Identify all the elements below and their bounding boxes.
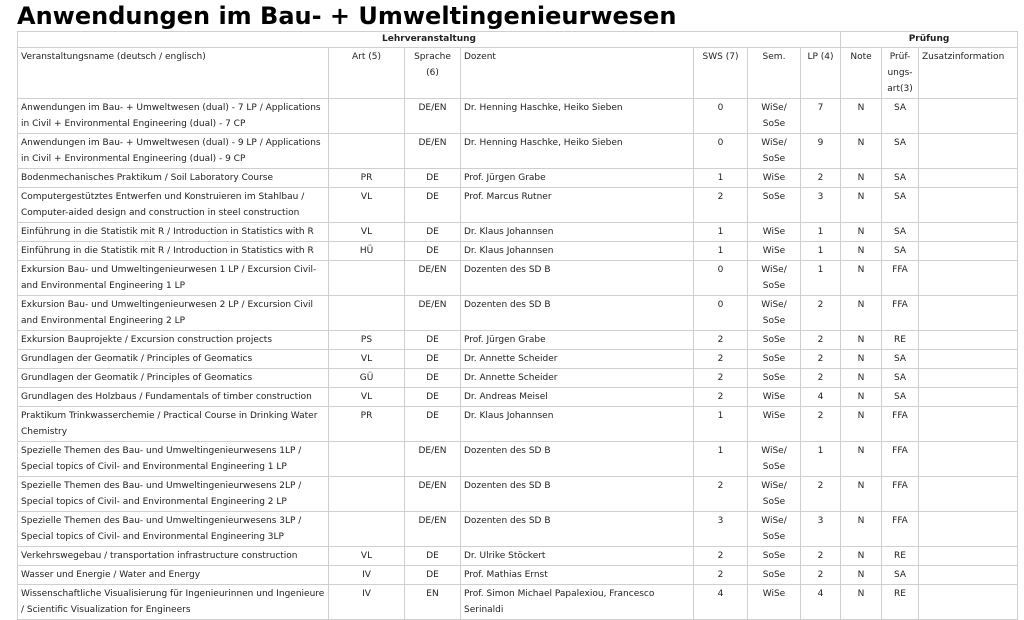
course-name-cell: Wasser und Energie / Water and Energy (18, 566, 329, 585)
pruefungsart-cell: RE (882, 585, 919, 620)
pruefungsart-cell: FFA (882, 407, 919, 442)
pruefungsart-cell: SA (882, 369, 919, 388)
note-cell: N (841, 99, 882, 134)
table-row (18, 261, 1018, 296)
semester-cell: SoSe (748, 188, 801, 223)
semester-cell: WiSe/ SoSe (748, 442, 801, 477)
pruefungsart-cell: FFA (882, 261, 919, 296)
semester-cell: WiSe/ SoSe (748, 134, 801, 169)
lp-cell: 4 (801, 388, 841, 407)
semester-cell: WiSe (748, 242, 801, 261)
sws-cell: 0 (694, 134, 748, 169)
zusatzinformation-cell (919, 261, 1018, 296)
page-title: Anwendungen im Bau- + Umweltingenieurwesen (17, 2, 677, 30)
art-cell (329, 99, 405, 134)
lp-cell: 2 (801, 547, 841, 566)
note-cell: N (841, 585, 882, 620)
sprache-cell: DE/EN (405, 296, 461, 331)
table-row (18, 169, 1018, 188)
table-row (18, 512, 1018, 547)
note-cell: N (841, 388, 882, 407)
semester-cell: WiSe (748, 585, 801, 620)
column-header-note: Note (841, 48, 882, 99)
column-header-dozent: Dozent (461, 48, 694, 99)
zusatzinformation-cell (919, 242, 1018, 261)
pruefungsart-cell: SA (882, 223, 919, 242)
pruefungsart-cell: SA (882, 350, 919, 369)
zusatzinformation-cell (919, 407, 1018, 442)
sprache-cell: DE (405, 242, 461, 261)
note-cell: N (841, 223, 882, 242)
pruefungsart-cell: FFA (882, 512, 919, 547)
sws-cell: 2 (694, 350, 748, 369)
sprache-cell: DE/EN (405, 442, 461, 477)
art-cell: VL (329, 223, 405, 242)
dozent-cell: Dr. Annette Scheider (461, 350, 694, 369)
note-cell: N (841, 261, 882, 296)
course-name-cell: Exkursion Bau- und Umweltingenieurwesen 2 LP / Excursion Civil and Environmental Engineering 2 LP (18, 296, 329, 331)
note-cell: N (841, 296, 882, 331)
sws-cell: 2 (694, 566, 748, 585)
lp-cell: 2 (801, 296, 841, 331)
zusatzinformation-cell (919, 350, 1018, 369)
table-row (18, 566, 1018, 585)
zusatzinformation-cell (919, 547, 1018, 566)
column-header-sem: Sem. (748, 48, 801, 99)
note-cell: N (841, 547, 882, 566)
note-cell: N (841, 512, 882, 547)
course-name-cell: Grundlagen der Geomatik / Principles of Geomatics (18, 350, 329, 369)
sprache-cell: DE/EN (405, 99, 461, 134)
course-name-cell: Anwendungen im Bau- + Umweltwesen (dual) - 9 LP / Applications in Civil + Environmental Engineering (dual) - 9 CP (18, 134, 329, 169)
pruefungsart-cell: SA (882, 242, 919, 261)
pruefungsart-cell: RE (882, 547, 919, 566)
pruefungsart-cell: SA (882, 134, 919, 169)
note-cell: N (841, 407, 882, 442)
zusatzinformation-cell (919, 388, 1018, 407)
sprache-cell: DE (405, 407, 461, 442)
note-cell: N (841, 188, 882, 223)
lp-cell: 2 (801, 477, 841, 512)
pruefungsart-cell: RE (882, 331, 919, 350)
semester-cell: WiSe/ SoSe (748, 261, 801, 296)
table-row (18, 296, 1018, 331)
sws-cell: 1 (694, 223, 748, 242)
course-table (17, 31, 1018, 620)
semester-cell: WiSe/ SoSe (748, 512, 801, 547)
art-cell: HÜ (329, 242, 405, 261)
lp-cell: 2 (801, 407, 841, 442)
sprache-cell: DE/EN (405, 134, 461, 169)
zusatzinformation-cell (919, 188, 1018, 223)
course-name-cell: Einführung in die Statistik mit R / Introduction in Statistics with R (18, 242, 329, 261)
dozent-cell: Dr. Annette Scheider (461, 369, 694, 388)
art-cell (329, 477, 405, 512)
zusatzinformation-cell (919, 134, 1018, 169)
table-row (18, 242, 1018, 261)
pruefungsart-cell: SA (882, 99, 919, 134)
note-cell: N (841, 477, 882, 512)
sprache-cell: DE (405, 566, 461, 585)
lp-cell: 3 (801, 512, 841, 547)
column-header-sws: SWS (7) (694, 48, 748, 99)
dozent-cell: Prof. Jürgen Grabe (461, 331, 694, 350)
pruefungsart-cell: SA (882, 566, 919, 585)
lp-cell: 4 (801, 585, 841, 620)
sprache-cell: DE (405, 188, 461, 223)
art-cell: PS (329, 331, 405, 350)
pruefungsart-cell: SA (882, 388, 919, 407)
sws-cell: 3 (694, 512, 748, 547)
sprache-cell: DE/EN (405, 512, 461, 547)
sprache-cell: DE (405, 369, 461, 388)
pruefungsart-cell: FFA (882, 442, 919, 477)
zusatzinformation-cell (919, 169, 1018, 188)
sprache-cell: EN (405, 585, 461, 620)
sws-cell: 2 (694, 388, 748, 407)
semester-cell: WiSe (748, 223, 801, 242)
table-row (18, 99, 1018, 134)
dozent-cell: Dozenten des SD B (461, 296, 694, 331)
zusatzinformation-cell (919, 585, 1018, 620)
course-name-cell: Exkursion Bau- und Umweltingenieurwesen 1 LP / Excursion Civil- and Environmental Engineering 1 LP (18, 261, 329, 296)
lp-cell: 3 (801, 188, 841, 223)
course-name-cell: Einführung in die Statistik mit R / Introduction in Statistics with R (18, 223, 329, 242)
course-name-cell: Spezielle Themen des Bau- und Umweltingenieurwesens 3LP / Special topics of Civil- and Environmental Engineering 3LP (18, 512, 329, 547)
lp-cell: 2 (801, 566, 841, 585)
sws-cell: 1 (694, 169, 748, 188)
zusatzinformation-cell (919, 512, 1018, 547)
sws-cell: 1 (694, 242, 748, 261)
note-cell: N (841, 134, 882, 169)
zusatzinformation-cell (919, 223, 1018, 242)
table-row (18, 188, 1018, 223)
art-cell (329, 512, 405, 547)
column-header-lp: LP (4) (801, 48, 841, 99)
art-cell (329, 296, 405, 331)
sprache-cell: DE (405, 388, 461, 407)
lp-cell: 2 (801, 169, 841, 188)
semester-cell: WiSe/ SoSe (748, 477, 801, 512)
dozent-cell: Dr. Ulrike Stöckert (461, 547, 694, 566)
column-header-name: Veranstaltungsname (deutsch / englisch) (18, 48, 329, 99)
pruefungsart-cell: SA (882, 188, 919, 223)
dozent-cell: Prof. Marcus Rutner (461, 188, 694, 223)
sws-cell: 2 (694, 331, 748, 350)
dozent-cell: Dr. Henning Haschke, Heiko Sieben (461, 99, 694, 134)
semester-cell: SoSe (748, 369, 801, 388)
zusatzinformation-cell (919, 566, 1018, 585)
art-cell (329, 134, 405, 169)
lp-cell: 2 (801, 350, 841, 369)
semester-cell: SoSe (748, 350, 801, 369)
sws-cell: 4 (694, 585, 748, 620)
note-cell: N (841, 350, 882, 369)
note-cell: N (841, 442, 882, 477)
table-row (18, 331, 1018, 350)
dozent-cell: Dozenten des SD B (461, 512, 694, 547)
table-row (18, 134, 1018, 169)
lp-cell: 1 (801, 223, 841, 242)
column-header-zusatzinformation: Zusatzinformation (919, 48, 1018, 99)
course-name-cell: Verkehrswegebau / transportation infrastructure construction (18, 547, 329, 566)
course-name-cell: Computergestütztes Entwerfen und Konstruieren im Stahlbau / Computer-aided design and construction in steel construction (18, 188, 329, 223)
note-cell: N (841, 331, 882, 350)
table-row (18, 388, 1018, 407)
semester-cell: WiSe (748, 388, 801, 407)
dozent-cell: Dr. Andreas Meisel (461, 388, 694, 407)
art-cell (329, 261, 405, 296)
lp-cell: 2 (801, 369, 841, 388)
lp-cell: 2 (801, 331, 841, 350)
lp-cell: 1 (801, 261, 841, 296)
lp-cell: 9 (801, 134, 841, 169)
art-cell: VL (329, 547, 405, 566)
table-row (18, 585, 1018, 620)
semester-cell: WiSe/ SoSe (748, 296, 801, 331)
sws-cell: 1 (694, 407, 748, 442)
column-header-art: Art (5) (329, 48, 405, 99)
semester-cell: WiSe/ SoSe (748, 99, 801, 134)
course-name-cell: Wissenschaftliche Visualisierung für Ingenieurinnen und Ingenieure / Scientific Visualization for Engineers (18, 585, 329, 620)
table-row (18, 442, 1018, 477)
zusatzinformation-cell (919, 442, 1018, 477)
course-name-cell: Bodenmechanisches Praktikum / Soil Laboratory Course (18, 169, 329, 188)
sws-cell: 0 (694, 99, 748, 134)
table-row (18, 477, 1018, 512)
column-header-pruefungsart: Prüf- ungs- art(3) (882, 48, 919, 99)
dozent-cell: Prof. Mathias Ernst (461, 566, 694, 585)
dozent-cell: Dozenten des SD B (461, 261, 694, 296)
lp-cell: 1 (801, 242, 841, 261)
sws-cell: 2 (694, 188, 748, 223)
sws-cell: 0 (694, 261, 748, 296)
art-cell (329, 442, 405, 477)
zusatzinformation-cell (919, 331, 1018, 350)
sprache-cell: DE/EN (405, 261, 461, 296)
lp-cell: 1 (801, 442, 841, 477)
semester-cell: SoSe (748, 566, 801, 585)
art-cell: VL (329, 188, 405, 223)
pruefungsart-cell: FFA (882, 477, 919, 512)
art-cell: VL (329, 388, 405, 407)
dozent-cell: Dr. Klaus Johannsen (461, 407, 694, 442)
dozent-cell: Dr. Henning Haschke, Heiko Sieben (461, 134, 694, 169)
semester-cell: SoSe (748, 331, 801, 350)
dozent-cell: Dr. Klaus Johannsen (461, 242, 694, 261)
art-cell: VL (329, 350, 405, 369)
course-name-cell: Grundlagen der Geomatik / Principles of Geomatics (18, 369, 329, 388)
group-header-pruefung: Prüfung (841, 32, 1018, 48)
sws-cell: 1 (694, 442, 748, 477)
note-cell: N (841, 242, 882, 261)
note-cell: N (841, 369, 882, 388)
semester-cell: WiSe (748, 169, 801, 188)
course-name-cell: Anwendungen im Bau- + Umweltwesen (dual) - 7 LP / Applications in Civil + Environmental Engineering (dual) - 7 CP (18, 99, 329, 134)
art-cell: PR (329, 407, 405, 442)
dozent-cell: Prof. Simon Michael Papalexiou, Francesco Serinaldi (461, 585, 694, 620)
table-row (18, 223, 1018, 242)
course-name-cell: Exkursion Bauprojekte / Excursion construction projects (18, 331, 329, 350)
table-row (18, 369, 1018, 388)
sprache-cell: DE (405, 547, 461, 566)
lp-cell: 7 (801, 99, 841, 134)
art-cell: IV (329, 585, 405, 620)
semester-cell: SoSe (748, 547, 801, 566)
sws-cell: 0 (694, 296, 748, 331)
sprache-cell: DE (405, 223, 461, 242)
sws-cell: 2 (694, 477, 748, 512)
zusatzinformation-cell (919, 296, 1018, 331)
note-cell: N (841, 566, 882, 585)
pruefungsart-cell: SA (882, 169, 919, 188)
dozent-cell: Prof. Jürgen Grabe (461, 169, 694, 188)
course-name-cell: Praktikum Trinkwasserchemie / Practical Course in Drinking Water Chemistry (18, 407, 329, 442)
sprache-cell: DE (405, 350, 461, 369)
dozent-cell: Dozenten des SD B (461, 477, 694, 512)
table-row (18, 350, 1018, 369)
table-row (18, 547, 1018, 566)
zusatzinformation-cell (919, 99, 1018, 134)
semester-cell: WiSe (748, 407, 801, 442)
zusatzinformation-cell (919, 477, 1018, 512)
course-name-cell: Spezielle Themen des Bau- und Umweltingenieurwesens 1LP / Special topics of Civil- and Environmental Engineering 1 LP (18, 442, 329, 477)
dozent-cell: Dozenten des SD B (461, 442, 694, 477)
sprache-cell: DE (405, 169, 461, 188)
course-name-cell: Spezielle Themen des Bau- und Umweltingenieurwesens 2LP / Special topics of Civil- and Environmental Engineering 2 LP (18, 477, 329, 512)
zusatzinformation-cell (919, 369, 1018, 388)
art-cell: GÜ (329, 369, 405, 388)
sprache-cell: DE (405, 331, 461, 350)
sprache-cell: DE/EN (405, 477, 461, 512)
note-cell: N (841, 169, 882, 188)
table-row (18, 407, 1018, 442)
sws-cell: 2 (694, 547, 748, 566)
group-header-lehrveranstaltung: Lehrveranstaltung (18, 32, 841, 48)
art-cell: IV (329, 566, 405, 585)
sws-cell: 2 (694, 369, 748, 388)
dozent-cell: Dr. Klaus Johannsen (461, 223, 694, 242)
column-header-sprache: Sprache (6) (405, 48, 461, 99)
art-cell: PR (329, 169, 405, 188)
pruefungsart-cell: FFA (882, 296, 919, 331)
course-name-cell: Grundlagen des Holzbaus / Fundamentals of timber construction (18, 388, 329, 407)
